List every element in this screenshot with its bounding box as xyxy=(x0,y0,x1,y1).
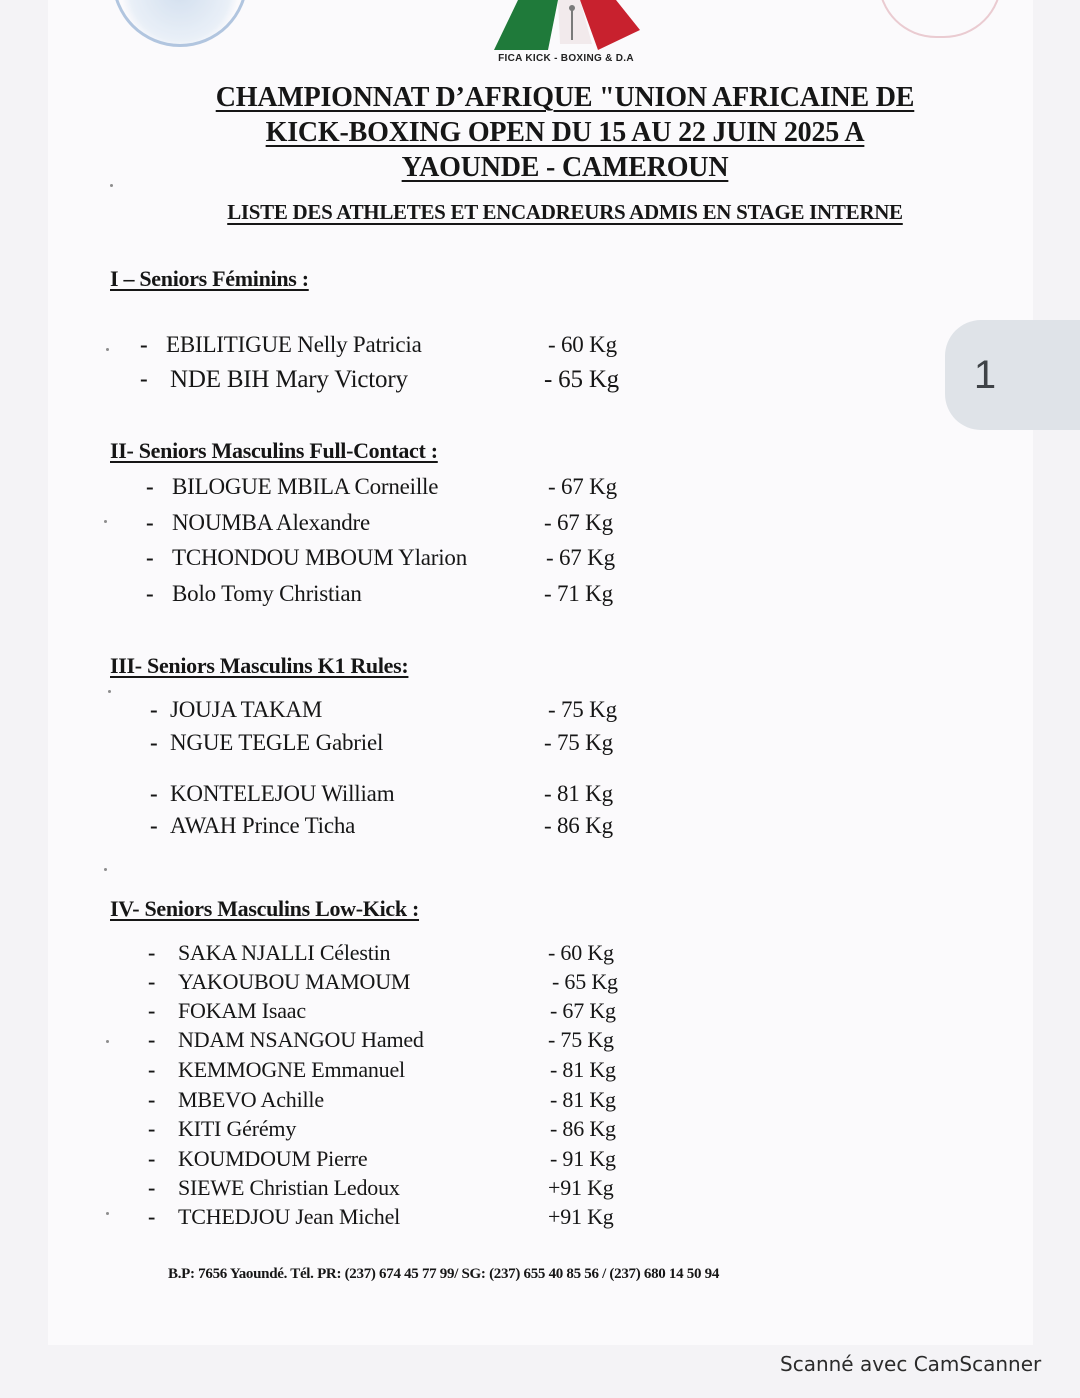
bullet: - xyxy=(148,1116,156,1141)
bullet: - xyxy=(146,510,154,535)
athlete-name: SIEWE Christian Ledoux xyxy=(178,1175,400,1200)
bullet: - xyxy=(140,366,148,391)
athlete-name: NGUE TEGLE Gabriel xyxy=(170,730,384,755)
page-number-indicator[interactable] xyxy=(945,320,1080,430)
logo-caption: FICA KICK - BOXING & D.A xyxy=(498,53,634,64)
section-heading: IV- Seniors Masculins Low-Kick : xyxy=(110,896,420,921)
athlete-name: NDAM NSANGOU Hamed xyxy=(178,1027,424,1052)
athlete-name: Bolo Tomy Christian xyxy=(172,581,362,606)
athlete-name: KITI Gérémy xyxy=(178,1116,297,1141)
athlete-name: BILOGUE MBILA Corneille xyxy=(172,474,439,499)
athlete-name: AWAH Prince Ticha xyxy=(170,813,356,838)
scan-speck xyxy=(108,690,111,693)
scan-speck xyxy=(106,348,109,351)
bullet: - xyxy=(146,545,154,570)
bullet: - xyxy=(140,332,148,357)
athlete-weight: - 71 Kg xyxy=(544,581,613,606)
page-number: 1 xyxy=(973,352,997,397)
athlete-weight: +91 Kg xyxy=(548,1175,614,1200)
bullet: - xyxy=(148,1204,156,1229)
athlete-name: KONTELEJOU William xyxy=(170,781,395,806)
section-heading: III- Seniors Masculins K1 Rules: xyxy=(110,653,409,678)
scan-speck xyxy=(104,868,107,871)
scan-speck xyxy=(106,1040,109,1043)
athlete-weight: - 75 Kg xyxy=(548,697,617,722)
athlete-weight: - 67 Kg xyxy=(544,510,613,535)
bullet: - xyxy=(150,781,158,806)
athlete-name: KEMMOGNE Emmanuel xyxy=(178,1057,405,1082)
athlete-weight: - 75 Kg xyxy=(548,1027,614,1052)
title-line: CHAMPIONNAT D’AFRIQUE "UNION AFRICAINE DE xyxy=(215,82,915,113)
scan-speck xyxy=(110,184,113,187)
athlete-name: YAKOUBOU MAMOUM xyxy=(178,969,411,994)
bullet: - xyxy=(150,730,158,755)
bullet: - xyxy=(148,969,156,994)
section-heading: II- Seniors Masculins Full-Contact : xyxy=(110,438,438,463)
athlete-weight: - 81 Kg xyxy=(550,1087,616,1112)
athlete-weight: - 81 Kg xyxy=(544,781,613,806)
bullet: - xyxy=(150,697,158,722)
bullet: - xyxy=(146,581,154,606)
contact-footer: B.P: 7656 Yaoundé. Tél. PR: (237) 674 45 77 99/ SG: (237) 655 40 85 56 / (237) 680 14 50 94 xyxy=(168,1266,720,1282)
bullet: - xyxy=(148,940,156,965)
athlete-name: TCHEDJOU Jean Michel xyxy=(178,1204,401,1229)
athlete-name: TCHONDOU MBOUM Ylarion xyxy=(172,545,468,570)
bullet: - xyxy=(148,1146,156,1171)
athlete-name: KOUMDOUM Pierre xyxy=(178,1146,368,1171)
athlete-name: EBILITIGUE Nelly Patricia xyxy=(166,332,422,357)
athlete-weight: - 91 Kg xyxy=(550,1146,616,1171)
athlete-weight: - 60 Kg xyxy=(548,332,617,357)
document-title xyxy=(150,80,980,185)
athlete-weight: +91 Kg xyxy=(548,1204,614,1229)
bullet: - xyxy=(148,1087,156,1112)
athlete-weight: - 81 Kg xyxy=(550,1057,616,1082)
scanner-watermark: Scanné avec CamScanner xyxy=(780,1352,1042,1376)
bullet: - xyxy=(148,1027,156,1052)
athlete-name: FOKAM Isaac xyxy=(178,998,306,1023)
athlete-weight: - 65 Kg xyxy=(544,366,619,393)
athlete-weight: - 75 Kg xyxy=(544,730,613,755)
bullet: - xyxy=(148,1175,156,1200)
athlete-weight: - 65 Kg xyxy=(552,969,618,994)
document-subtitle: LISTE DES ATHLETES ET ENCADREURS ADMIS EN STAGE INTERNE xyxy=(227,200,903,224)
title-line: YAOUNDE - CAMEROUN xyxy=(401,152,729,183)
athlete-weight: - 60 Kg xyxy=(548,940,614,965)
athlete-name: MBEVO Achille xyxy=(178,1087,324,1112)
athlete-name: JOUJA TAKAM xyxy=(170,697,323,722)
athlete-name: SAKA NJALLI Célestin xyxy=(178,940,391,965)
title-line: KICK-BOXING OPEN DU 15 AU 22 JUIN 2025 A xyxy=(265,117,865,148)
bullet: - xyxy=(148,1057,156,1082)
section-heading: I – Seniors Féminins : xyxy=(110,266,309,291)
bullet: - xyxy=(146,474,154,499)
athlete-name: NDE BIH Mary Victory xyxy=(170,366,408,393)
scan-speck xyxy=(106,1212,109,1215)
athlete-weight: - 67 Kg xyxy=(546,545,615,570)
athlete-weight: - 67 Kg xyxy=(550,998,616,1023)
bullet: - xyxy=(148,998,156,1023)
athlete-weight: - 67 Kg xyxy=(548,474,617,499)
scan-speck xyxy=(104,520,107,523)
athlete-name: NOUMBA Alexandre xyxy=(172,510,371,535)
athlete-weight: - 86 Kg xyxy=(550,1116,616,1141)
athlete-weight: - 86 Kg xyxy=(544,813,613,838)
bullet: - xyxy=(150,813,158,838)
